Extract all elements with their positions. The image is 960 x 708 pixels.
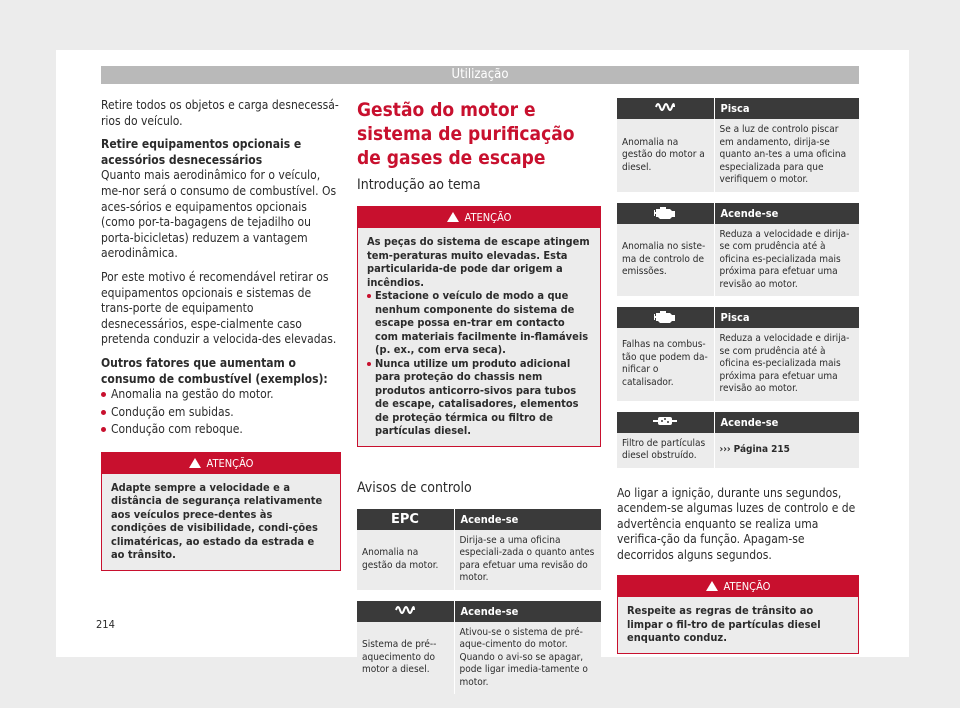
warning-intro: As peças do sistema de escape atingem tem-peraturas muito elevadas. Esta particularida-de pode dar origem a incêndios. (367, 235, 590, 289)
svg-text:EPC: EPC (391, 511, 420, 526)
column-1 (101, 98, 341, 571)
status-label: Acende-se (714, 203, 859, 224)
cause-cell: Anomalia na gestão do motor a diesel. (617, 119, 714, 192)
cause-cell: Filtro de partículas diesel obstruído. (617, 433, 714, 468)
indicator-table (357, 601, 601, 695)
subsection-title: Avisos de controlo (357, 479, 472, 496)
status-label: Acende-se (454, 509, 601, 530)
warning-text: Respeite as regras de trânsito ao limpar o fil-tro de partículas diesel enquanto conduz. (618, 597, 858, 653)
engine-icon (653, 309, 677, 323)
action-cell: Reduza a velocidade e dirija-se com prudência até à oficina es-pecializada mais próxima para efetuar uma revisão ao motor. (714, 224, 859, 297)
indicator-table (617, 98, 859, 192)
status-label: Acende-se (454, 601, 601, 622)
list-item: Anomalia na gestão do motor. (101, 387, 341, 403)
warning-title: ATENÇÃO (464, 211, 512, 224)
paragraph-heading: Retire equipamentos opcionais e acessórios desnecessários (101, 137, 302, 167)
warning-header (102, 453, 340, 474)
column-3 (617, 98, 859, 654)
list-item: Condução em subidas. (101, 405, 341, 421)
cause-cell: Anomalia no siste-ma de controlo de emissões. (617, 224, 714, 297)
paragraph: Quanto mais aerodinâmico for o veículo, me-nor será o consumo de combustível. Os aces-sórios e equipamentos opcionais (como por-ta-bagagens de tejadilho ou porta-bicicletas) reduzem a vantagem aerodinâmica. (101, 168, 337, 261)
paragraph: Retire todos os objetos e carga desnecessá-rios do veículo. (101, 98, 339, 128)
action-cell: Dirija-se a uma oficina especiali-zada o quanto antes para efetuar uma revisão do motor. (454, 530, 601, 590)
warning-header (358, 207, 600, 228)
section-header: Utilização (101, 66, 859, 84)
engine-icon (653, 205, 677, 219)
section-title: Gestão do motor e sistema de purificação de gases de escape (357, 99, 575, 169)
page-number: 214 (96, 618, 115, 631)
action-cell: Reduza a velocidade e dirija-se com prudência até à oficina es-pecializada mais próxima para efetuar uma revisão ao motor. (714, 328, 859, 401)
status-label: Pisca (714, 98, 859, 119)
status-label: Pisca (714, 307, 859, 328)
particle-filter-icon (652, 414, 678, 428)
warning-list (367, 289, 591, 438)
glow-plug-icon (394, 603, 416, 617)
action-cell: Ativou-se o sistema de pré-aque-cimento do motor. Quando o avi-so se apagar, pode ligar imedia-tamente o motor. (454, 622, 601, 695)
paragraph-heading: Outros fatores que aumentam o consumo de combustível (exemplos): (101, 355, 328, 386)
warning-box (357, 206, 601, 447)
cause-cell: Falhas na combus-tão que podem da-nificar o catalisador. (617, 328, 714, 401)
column-2 (357, 98, 601, 694)
warning-title: ATENÇÃO (206, 456, 254, 470)
warning-item: Nunca utilize um produto adicional para proteção do chassis nem produtos anticorro-sivos para tubos de escape, catalisadores, elementos de proteção térmica ou filtro de partículas diesel. (367, 357, 591, 438)
warning-header (618, 576, 858, 597)
warning-box (617, 575, 859, 654)
page (56, 50, 909, 688)
warning-body (358, 228, 600, 446)
warning-box (101, 452, 341, 571)
chevron-right-icon: ››› (719, 443, 731, 455)
paragraph: Por este motivo é recomendável retirar os equipamentos opcionais e sistemas de trans-porte de equipamento desnecessários, espe-cialmente caso pretenda conduzir a velocida-des elevadas. (101, 269, 337, 347)
subsection-title: Introdução ao tema (357, 177, 481, 193)
warning-triangle-icon (706, 581, 718, 591)
indicator-table (617, 203, 859, 297)
glow-plug-icon (654, 100, 676, 114)
status-label: Acende-se (714, 412, 859, 433)
page-reference-link[interactable]: Página 215 (733, 443, 790, 455)
indicator-table (617, 307, 859, 401)
warning-text: Adapte sempre a velocidade e a distância de segurança relativamente aos veículos prece-dentes às condições de visibilidade, condi-ções climatéricas, ao estado da estrada e ao trânsito. (102, 474, 340, 570)
paragraph: Ao ligar a ignição, durante uns segundos, acendem-se algumas luzes de controlo e de advertência enquanto se realiza uma verifica-ção da função. Apagam-se decorridos alguns segundos. (617, 485, 856, 562)
warning-triangle-icon (447, 212, 459, 222)
cause-cell: Anomalia na gestão da motor. (357, 530, 454, 590)
warning-item: Estacione o veículo de modo a que nenhum componente do sistema de escape possa en-trar em contacto com materiais facilmente in-flamáveis (p. ex., com erva seca). (367, 289, 591, 357)
cause-cell: Sistema de pré--aquecimento do motor a diesel. (357, 622, 454, 695)
indicator-table (357, 509, 601, 590)
epc-icon (391, 510, 419, 526)
indicator-table (617, 412, 859, 468)
bullet-list (101, 387, 341, 438)
list-item: Condução com reboque. (101, 422, 341, 438)
warning-title: ATENÇÃO (723, 580, 771, 594)
action-cell (714, 433, 859, 468)
warning-triangle-icon (189, 458, 201, 468)
action-cell: Se a luz de controlo piscar em andamento, dirija-se quanto an-tes a uma oficina especializada para que verifiquem o motor. (714, 119, 859, 192)
